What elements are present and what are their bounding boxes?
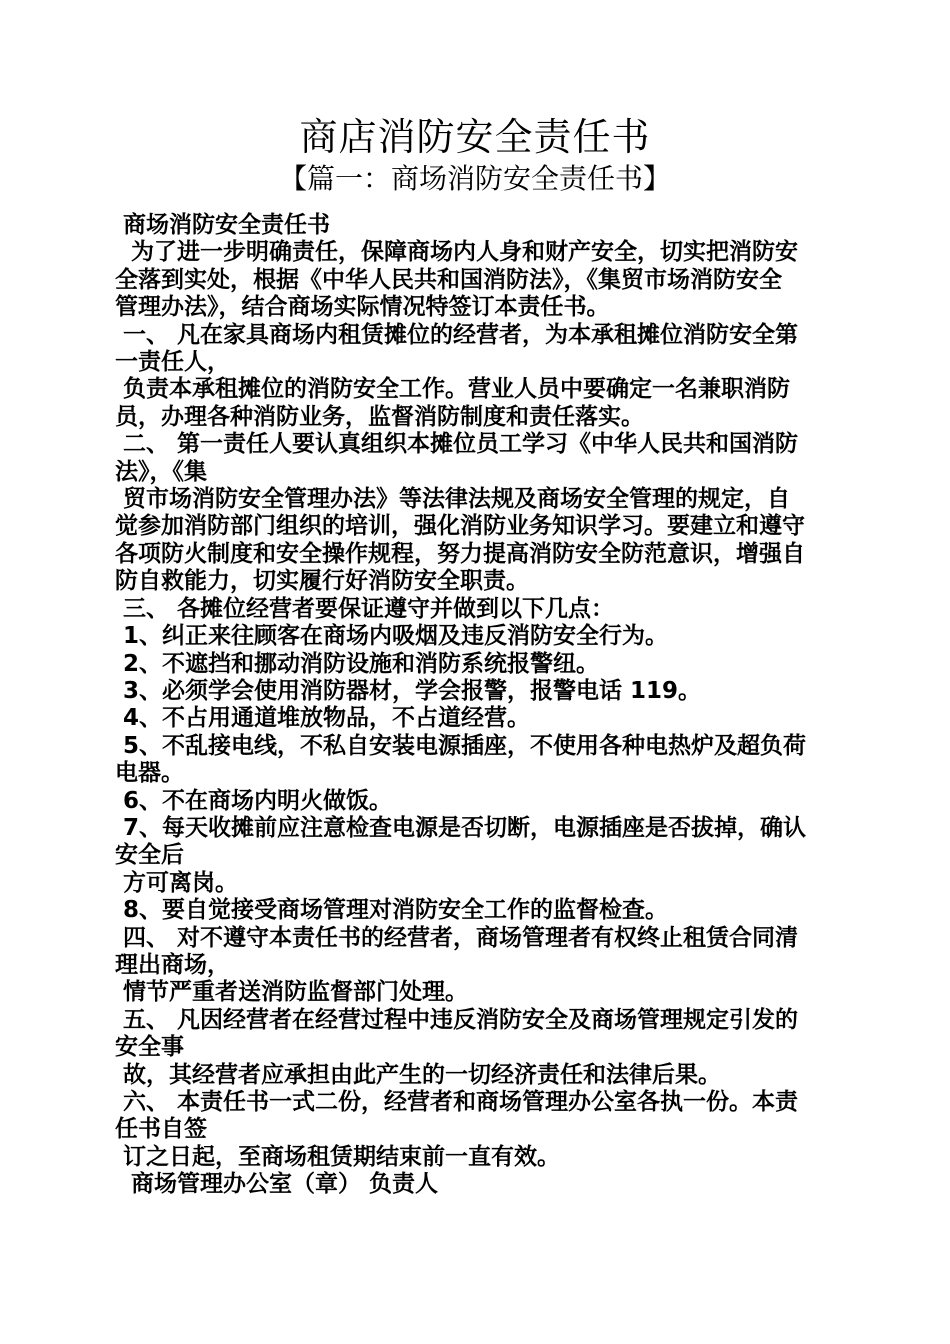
body-line: 安全后 <box>115 842 184 869</box>
body-line: 方可离岗。 <box>115 869 239 896</box>
body-line: 一责任人， <box>115 349 230 376</box>
body-line: 订之日起，至商场租赁期结束前一直有效。 <box>115 1143 561 1170</box>
body-line: 安全事 <box>115 1034 184 1061</box>
body-line: 各项防火制度和安全操作规程，努力提高消防安全防范意识，增强自 <box>115 540 805 567</box>
document-subtitle: 【篇一：商场消防安全责任书】 <box>278 162 671 195</box>
body-line: 贸市场消防安全管理办法》等法律法规及商场安全管理的规定，自 <box>115 486 791 513</box>
body-line: 负责本承租摊位的消防安全工作。营业人员中要确定一名兼职消防 <box>115 376 791 403</box>
body-line: 商场消防安全责任书 <box>115 212 331 238</box>
body-line: 6、不在商场内明火做饭。 <box>115 787 393 814</box>
body-line: 3、必须学会使用消防器材，学会报警，报警电话 119。 <box>115 677 702 704</box>
body-line: 一、 凡在家具商场内租赁摊位的经营者，为本承租摊位消防安全第 <box>115 321 799 348</box>
body-line: 电器。 <box>115 760 184 787</box>
body-line: 商场管理办公室（章） 负责人 <box>115 1171 439 1198</box>
body-line: 5、不乱接电线，不私自安装电源插座，不使用各种电热炉及超负荷 <box>115 732 807 759</box>
body-line: 六、 本责任书一式二份，经营者和商场管理办公室各执一份。本责 <box>115 1089 799 1115</box>
body-line: 任书自签 <box>115 1116 207 1143</box>
body-line: 觉参加消防部门组织的培训，强化消防业务知识学习。要建立和遵守 <box>115 513 805 540</box>
document-title: 商店消防安全责任书 <box>299 115 651 159</box>
body-line: 员，办理各种消防业务，监督消防制度和责任落实。 <box>115 403 644 430</box>
document-body <box>115 212 837 1199</box>
body-line: 4、不占用通道堆放物品，不占道经营。 <box>115 705 531 732</box>
body-line: 1、纠正来往顾客在商场内吸烟及违反消防安全行为。 <box>115 623 669 650</box>
body-line: 为了进一步明确责任，保障商场内人身和财产安全，切实把消防安 <box>115 239 799 266</box>
body-line: 法》，《集 <box>115 458 207 485</box>
body-line: 防自救能力，切实履行好消防安全职责。 <box>115 568 529 595</box>
body-line: 7、每天收摊前应注意检查电源是否切断，电源插座是否拔掉，确认 <box>115 814 807 841</box>
body-line: 二、 第一责任人要认真组织本摊位员工学习《中华人民共和国消防 <box>115 431 799 458</box>
body-line: 三、 各摊位经营者要保证遵守并做到以下几点： <box>115 595 615 622</box>
body-line: 理出商场， <box>115 951 230 978</box>
body-line: 四、 对不遵守本责任书的经营者，商场管理者有权终止租赁合同清 <box>115 924 799 951</box>
body-line: 五、 凡因经营者在经营过程中违反消防安全及商场管理规定引发的 <box>115 1006 799 1033</box>
body-line: 情节严重者送消防监督部门处理。 <box>115 979 469 1006</box>
body-line: 2、不遮挡和挪动消防设施和消防系统报警纽。 <box>115 650 600 677</box>
body-line: 8、要自觉接受商场管理对消防安全工作的监督检查。 <box>115 897 669 924</box>
body-line: 故，其经营者应承担由此产生的一切经济责任和法律后果。 <box>115 1061 722 1088</box>
body-line: 全落到实处，根据《中华人民共和国消防法》，《集贸市场消防安全 <box>115 266 782 293</box>
body-line: 管理办法》，结合商场实际情况特签订本责任书。 <box>115 294 610 321</box>
